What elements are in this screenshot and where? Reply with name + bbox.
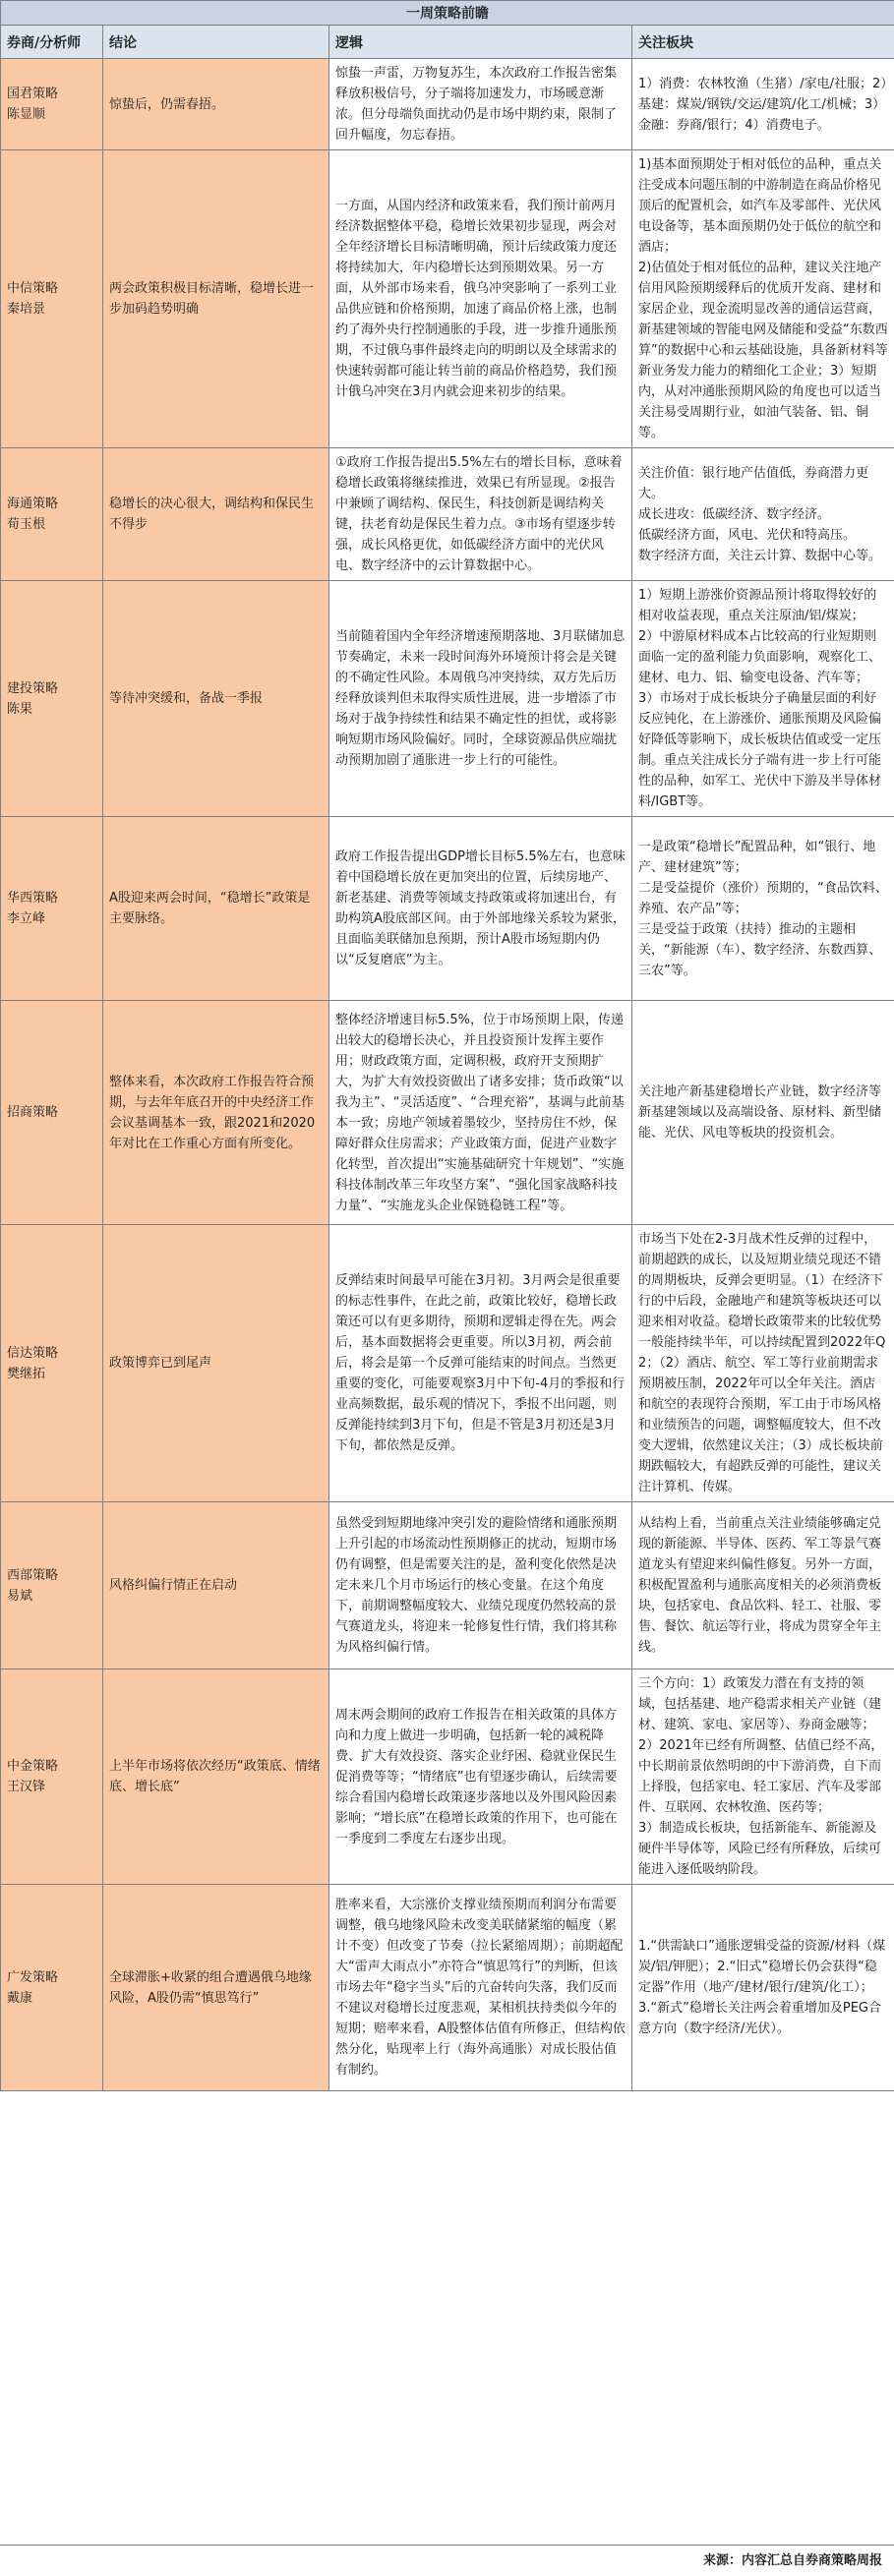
conclusion-cell bbox=[103, 1001, 329, 1225]
focus-cell-text: 1）消费：农林牧渔（生猪）/家电/社服；2）基建：煤炭/钢铁/交运/建筑/化工/机械；3）金融：券商/银行；4）消费电子。 bbox=[632, 70, 894, 140]
focus-cell bbox=[632, 581, 894, 817]
conclusion-cell-text: 两会政策积极目标清晰，稳增长进一步加码趋势明确 bbox=[103, 274, 328, 323]
broker-cell-text: 中信策略 秦培景 bbox=[1, 274, 102, 323]
conclusion-cell bbox=[103, 150, 329, 448]
conclusion-cell-text: 整体来看，本次政府工作报告符合预期，与去年年底召开的中央经济工作会议基调基本一致，跟2021和2020年对比在工作重心方面有所变化。 bbox=[103, 1068, 328, 1158]
title-row bbox=[1, 1, 894, 26]
broker-cell-text: 海通策略 荀玉根 bbox=[1, 490, 102, 539]
logic-cell bbox=[329, 581, 632, 817]
logic-cell-text: 惊蛰一声雷，万物复苏生，本次政府工作报告密集释放积极信号，分子端将加速发力，市场暖意渐浓。但分母端负面扰动仍是市场中期约束，限制了回升幅度，勿忘春捂。 bbox=[329, 59, 631, 149]
broker-cell bbox=[1, 59, 103, 150]
table-row bbox=[1, 150, 894, 448]
table-row bbox=[1, 1502, 894, 1669]
broker-cell bbox=[1, 1502, 103, 1669]
logic-cell-text: 政府工作报告提出GDP增长目标5.5%左右，也意味着中国稳增长放在更加突出的位置，后续房地产、新老基建、消费等领域支持政策或将加速出台，有助构筑A股底部区间。由于外部地缘关系较为紧张，且面临美联储加息预期，预计A股市场短期内仍以“反复磨底”为主。 bbox=[329, 843, 631, 974]
focus-cell-text: 一是政策“稳增长”配置品种，如“银行、地产、建材建筑”等； 二是受益提价（涨价）预期的，“食品饮料、养殖、农产品”等； 三是受益于政策（扶持）推动的主题相关，“新能源（车）、数字经济、东数西算、三农”等。 bbox=[632, 833, 894, 985]
conclusion-cell bbox=[103, 448, 329, 581]
broker-cell-text: 招商策略 bbox=[1, 1098, 102, 1127]
broker-cell bbox=[1, 1885, 103, 2091]
source-note: 来源：内容汇总自券商策略周报 bbox=[0, 2545, 894, 2576]
focus-cell-text: 关注价值：银行地产估值低，券商潜力更大。 成长进攻：低碳经济、数字经济。 低碳经济方面，风电、光伏和特高压。 数字经济方面，关注云计算、数据中心等。 bbox=[632, 459, 894, 570]
conclusion-cell-text: 惊蛰后，仍需春捂。 bbox=[103, 90, 328, 119]
header-row bbox=[1, 26, 894, 59]
table-row bbox=[1, 1669, 894, 1885]
conclusion-cell-text: 政策博弈已到尾声 bbox=[103, 1349, 328, 1377]
focus-cell bbox=[632, 1225, 894, 1502]
conclusion-cell-text: 全球滞胀+收紧的组合遭遇俄乌地缘风险，A股仍需“慎思笃行” bbox=[103, 1963, 328, 2013]
conclusion-cell bbox=[103, 1669, 329, 1885]
focus-cell bbox=[632, 1502, 894, 1669]
conclusion-cell bbox=[103, 1885, 329, 2091]
conclusion-cell-text: 风格纠偏行情正在启动 bbox=[103, 1571, 328, 1600]
header-focus: 关注板块 bbox=[632, 26, 894, 59]
conclusion-cell bbox=[103, 1502, 329, 1669]
focus-cell-text: 1）短期上游涨价资源品预计将取得较好的相对收益表现，重点关注原油/铝/煤炭； 2）中游原材料成本占比较高的行业短期则面临一定的盈利能力负面影响，观察化工、建材、电力、铝、输变电设备、汽车等； 3）市场对于成长板块分子确量层面的利好反应钝化，在上游涨价、通胀预期及风险偏好降低等影响下，成长板块估值或受一定压制。重点关注成长分子端有进一步上行可能性的品种，如军工、光伏中下游及半导体材料/IGBT等。 bbox=[632, 581, 894, 816]
broker-cell-text: 国君策略 陈显顺 bbox=[1, 80, 102, 129]
logic-cell bbox=[329, 1502, 632, 1669]
header-conclusion: 结论 bbox=[103, 26, 329, 59]
table-row bbox=[1, 817, 894, 1001]
broker-cell-text: 华西策略 李立峰 bbox=[1, 884, 102, 933]
broker-cell bbox=[1, 150, 103, 448]
focus-cell-text: 三个方向：1）政策发力潜在有支持的领域，包括基建、地产稳需求相关产业链（建材、建筑、家电、家居等）、券商金融等； 2）2021年已经有所调整、估值已经不高，中长期前景依然明朗的中下游消费，自下而上择股，包括家电、轻工家居、汽车及零部件、互联网、农林牧渔、医药等； 3）制造成长板块，包括新能车、新能源及硬件半导体等，风险已经有所释放，后续可能进入逐低吸纳阶段。 bbox=[632, 1669, 894, 1884]
logic-cell bbox=[329, 150, 632, 448]
focus-cell bbox=[632, 1885, 894, 2091]
header-logic: 逻辑 bbox=[329, 26, 632, 59]
conclusion-cell-text: 稳增长的决心很大，调结构和保民生不得步 bbox=[103, 490, 328, 539]
broker-cell-text: 建投策略 陈果 bbox=[1, 674, 102, 724]
broker-cell-text: 广发策略 戴康 bbox=[1, 1963, 102, 2013]
table-row bbox=[1, 1001, 894, 1225]
conclusion-cell-text: 上半年市场将依次经历“政策底、情绪底、增长底” bbox=[103, 1752, 328, 1801]
table-body bbox=[1, 59, 894, 2091]
broker-cell bbox=[1, 448, 103, 581]
logic-cell bbox=[329, 1885, 632, 2091]
focus-cell-text: 从结构上看，当前重点关注业绩能够确定兑现的新能源、半导体、医药、军工等景气赛道龙头有望迎来纠偏性修复。另外一方面，积极配置盈利与通胀高度相关的必须消费板块，包括家电、食品饮料、轻工、社服、零售、餐饮、航运等行业，将成为贯穿全年主线。 bbox=[632, 1509, 894, 1662]
logic-cell-text: ①政府工作报告提出5.5%左右的增长目标，意味着稳增长政策将继续推进，效果已有所显现。②报告中兼顾了调结构、保民生，科技创新是调结构关键，扶老育幼是保民生着力点。③市场有望逐步转强，成长风格更优，如低碳经济方面中的光伏风电、数字经济中的云计算数据中心。 bbox=[329, 448, 631, 580]
logic-cell-text: 反弹结束时间最早可能在3月初。3月两会是很重要的标志性事件，在此之前，政策比较好，稳增长政策还可以有更多期待，预期和逻辑走得在先。两会后，基本面数据将会更重要。所以3月初，两会前后，将会是第一个反弹可能结束的时间点。当然更重要的变化，可能要观察3月中下旬-4月的季报和行业高频数据，最乐观的情况下，季报不出问题，则反弹能持续到3月下旬，但是不管是3月初还是3月下旬，都依然是反弹。 bbox=[329, 1266, 631, 1460]
logic-cell-text: 整体经济增速目标5.5%，位于市场预期上限，传递出较大的稳增长决心，并且投资预计发挥主要作用；财政政策方面，定调积极，政府开支预期扩大，为扩大有效投资做出了诸多安排；货币政策“以我为主”、“灵活适度”、“合理充裕”，基调与此前基本一致；房地产领域着墨较少，坚持房住不炒，保障好群众住房需求；产业政策方面，促进产业数字化转型，首次提出“实施基础研究十年规划”、“实施科技体制改革三年攻坚方案”、“强化国家战略科技力量”、“实施龙头企业保链稳链工程”等。 bbox=[329, 1006, 631, 1220]
conclusion-cell bbox=[103, 817, 329, 1001]
broker-cell bbox=[1, 581, 103, 817]
conclusion-cell bbox=[103, 1225, 329, 1502]
focus-cell bbox=[632, 1669, 894, 1885]
focus-cell-text: 市场当下处在2-3月战术性反弹的过程中，前期超跌的成长，以及短期业绩兑现还不错的周期板块，反弹会更明显。（1）在经济下行的中后段，金融地产和建筑等板块还可以迎来相对收益。稳增长政策带来的比较优势一般能持续半年，可以持续配置到2022年Q2；（2）酒店、航空、军工等行业前期需求预期被压制，2022年可以全年关注。酒店和航空的表现符合预期，军工由于市场风格和业绩预告的问题，调整幅度较大，但不改变大逻辑，依然建议关注；（3）成长板块前期跌幅较大，有超跌反弹的可能性，建议关注计算机、传媒。 bbox=[632, 1225, 894, 1501]
sheet-title: 一周策略前瞻 bbox=[1, 1, 894, 26]
focus-cell-text: 关注地产新基建稳增长产业链，数字经济等新基建领域以及高端设备、原材料、新型储能、光伏、风电等板块的投资机会。 bbox=[632, 1078, 894, 1147]
table-row bbox=[1, 448, 894, 581]
logic-cell bbox=[329, 1669, 632, 1885]
broker-cell bbox=[1, 817, 103, 1001]
broker-cell bbox=[1, 1225, 103, 1502]
conclusion-cell-text: A股迎来两会时间，“稳增长”政策是主要脉络。 bbox=[103, 884, 328, 933]
conclusion-cell-text: 等待冲突缓和，备战一季报 bbox=[103, 684, 328, 713]
logic-cell bbox=[329, 59, 632, 150]
logic-cell bbox=[329, 817, 632, 1001]
table-row bbox=[1, 1885, 894, 2091]
broker-cell-text: 信达策略 樊继拓 bbox=[1, 1339, 102, 1388]
table-row bbox=[1, 59, 894, 150]
broker-cell bbox=[1, 1669, 103, 1885]
logic-cell-text: 胜率来看，大宗涨价支撑业绩预期而利润分布需要调整，俄乌地缘风险未改变美联储紧缩的幅度（累计不变）但改变了节奏（拉长紧缩周期）；前期超配大“雷声大雨点小”亦符合“慎思笃行”的判断，但该市场去年“稳字当头”后的亢奋转向失落，我们反而不建议对稳增长过度悲观，某相机扶持类似今年的短期；赔率来看，A股整体估值有所修正，但结构依然分化，贴现率上行（海外高通胀）对成长股估值有制约。 bbox=[329, 1891, 631, 2084]
logic-cell-text: 一方面，从国内经济和政策来看，我们预计前两月经济数据整体平稳，稳增长效果初步显现，两会对全年经济增长目标清晰明确，预计后续政策力度还将持续加大，年内稳增长达到预期效果。另一方面，从外部市场来看，俄乌冲突影响了一系列工业品供应链和价格预期，加速了商品价格上涨，也制约了海外央行控制通胀的手段，进一步推升通胀预期，不过俄乌事件最终走向的明朗以及全球需求的快速转弱都可能让转当前的商品价格趋势，我们预计俄乌冲突在3月内就会迎来初步的结果。 bbox=[329, 192, 631, 406]
logic-cell-text: 当前随着国内全年经济增速预期落地、3月联储加息节奏确定，未来一段时间海外环境预计将会是关键的不确定性风险。本周俄乌冲突持续，双方先后历经释放谈判但未取得实质性进展，进一步增添了市场对于战争持续性和结果不确定性的担忧，或将影响短期市场风险偏好。同时，全球资源品供应端扰动预期加剧了通胀进一步上行的可能性。 bbox=[329, 622, 631, 775]
conclusion-cell bbox=[103, 59, 329, 150]
focus-cell bbox=[632, 448, 894, 581]
broker-cell-text: 西部策略 易斌 bbox=[1, 1561, 102, 1610]
focus-cell bbox=[632, 1001, 894, 1225]
focus-cell bbox=[632, 150, 894, 448]
table-row bbox=[1, 1225, 894, 1502]
table-row bbox=[1, 581, 894, 817]
header-broker: 券商/分析师 bbox=[1, 26, 103, 59]
logic-cell-text: 周末两会期间的政府工作报告在相关政策的具体方向和力度上做进一步明确，包括新一轮的减税降费、扩大有效投资、落实企业纾困、稳就业保民生促消费等等；“情绪底”也有望逐步确认，后续需要综合看国内稳增长政策逐步落地以及外围风险因素影响；“增长底”在稳增长政策的作用下，也可能在一季度到二季度左右逐步出现。 bbox=[329, 1701, 631, 1853]
logic-cell bbox=[329, 1225, 632, 1502]
focus-cell bbox=[632, 817, 894, 1001]
logic-cell bbox=[329, 1001, 632, 1225]
broker-cell-text: 中金策略 王汉锋 bbox=[1, 1752, 102, 1801]
logic-cell bbox=[329, 448, 632, 581]
focus-cell bbox=[632, 59, 894, 150]
conclusion-cell bbox=[103, 581, 329, 817]
broker-cell bbox=[1, 1001, 103, 1225]
focus-cell-text: 1.“供需缺口”通胀逻辑受益的资源/材料（煤炭/铝/钾肥）；2.“旧式”稳增长仍会获得“稳定器”作用（地产/建材/银行/建筑/化工）；3.“新式”稳增长关注两会着重增加及PEG合意方向（数字经济/光伏）。 bbox=[632, 1932, 894, 2043]
logic-cell-text: 虽然受到短期地缘冲突引发的避险情绪和通胀预期上升引起的市场流动性预期修正的扰动，短期市场仍有调整，但是需要关注的是，盈利变化依然是决定未来几个月市场运行的核心变量。在这个角度下，前期调整幅度较大、业绩兑现度仍然较高的景气赛道龙头，将迎来一轮修复性行情，我们将其称为风格纠偏行情。 bbox=[329, 1509, 631, 1662]
focus-cell-text: 1)基本面预期处于相对低位的品种，重点关注受成本问题压制的中游制造在商品价格见顶后的配置机会，如汽车及零部件、光伏风电设备等，基本面预期仍处于低位的航空和酒店； 2)估值处于相对低位的品种，建议关注地产信用风险预期缓释后的优质开发商、建材和家居企业，现金流明显改善的通信运营商，新基建领域的智能电网及储能和受益“东数西算”的数据中心和云基础设施，具备新材料等新业务发力能力的精细化工企业；3）短期内，从对冲通胀预期风险的角度也可以适当关注易受周期行业，如油气装备、铝、铜等。 bbox=[632, 150, 894, 447]
